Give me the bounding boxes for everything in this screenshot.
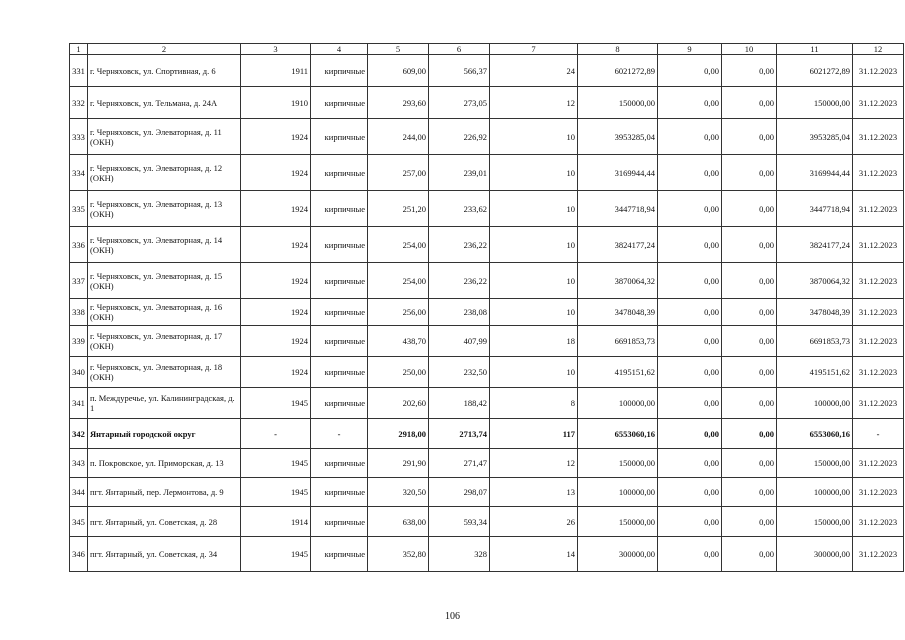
date-cell: 31.12.2023 bbox=[853, 227, 904, 263]
column-header-8: 8 bbox=[578, 44, 658, 55]
material-cell: кирпичные bbox=[311, 478, 368, 507]
row-number: 345 bbox=[70, 507, 88, 537]
cost-fund-cell: 0,00 bbox=[658, 155, 722, 191]
row-number: 340 bbox=[70, 357, 88, 388]
table-row bbox=[70, 191, 904, 227]
area-living-cell: 271,47 bbox=[429, 449, 490, 478]
cost-total-cell: 3953285,04 bbox=[578, 119, 658, 155]
date-cell: 31.12.2023 bbox=[853, 357, 904, 388]
area-total-cell: 254,00 bbox=[368, 263, 429, 299]
address-cell: г. Черняховск, ул. Элеваторная, д. 12 (ОКН) bbox=[88, 155, 241, 191]
area-total-cell: 293,60 bbox=[368, 87, 429, 119]
cost-fund-cell: 0,00 bbox=[658, 449, 722, 478]
cost-owners-cell: 3447718,94 bbox=[777, 191, 853, 227]
date-cell: 31.12.2023 bbox=[853, 299, 904, 326]
cost-total-cell: 100000,00 bbox=[578, 388, 658, 419]
row-number: 346 bbox=[70, 537, 88, 572]
date-cell: 31.12.2023 bbox=[853, 478, 904, 507]
date-cell: 31.12.2023 bbox=[853, 155, 904, 191]
year-cell: 1924 bbox=[241, 191, 311, 227]
year-cell: 1945 bbox=[241, 537, 311, 572]
cost-total-cell: 6021272,89 bbox=[578, 55, 658, 87]
address-cell: пгт. Янтарный, ул. Советская, д. 28 bbox=[88, 507, 241, 537]
cost-owners-cell: 3169944,44 bbox=[777, 155, 853, 191]
cost-owners-cell: 3478048,39 bbox=[777, 299, 853, 326]
cost-total-cell: 6553060,16 bbox=[578, 419, 658, 449]
year-cell: 1924 bbox=[241, 155, 311, 191]
table-row bbox=[70, 537, 904, 572]
table-row bbox=[70, 326, 904, 357]
area-total-cell: 291,90 bbox=[368, 449, 429, 478]
material-cell: - bbox=[311, 419, 368, 449]
material-cell: кирпичные bbox=[311, 449, 368, 478]
page-number: 106 bbox=[445, 611, 460, 622]
cost-budget-cell: 0,00 bbox=[722, 299, 777, 326]
area-living-cell: 298,07 bbox=[429, 478, 490, 507]
material-cell: кирпичные bbox=[311, 155, 368, 191]
row-number: 334 bbox=[70, 155, 88, 191]
cost-total-cell: 3824177,24 bbox=[578, 227, 658, 263]
cost-budget-cell: 0,00 bbox=[722, 419, 777, 449]
address-cell: г. Черняховск, ул. Элеваторная, д. 16 (ОКН) bbox=[88, 299, 241, 326]
cost-total-cell: 150000,00 bbox=[578, 87, 658, 119]
date-cell: 31.12.2023 bbox=[853, 87, 904, 119]
date-cell: 31.12.2023 bbox=[853, 191, 904, 227]
table-row bbox=[70, 388, 904, 419]
area-total-cell: 609,00 bbox=[368, 55, 429, 87]
cost-owners-cell: 6021272,89 bbox=[777, 55, 853, 87]
row-number: 338 bbox=[70, 299, 88, 326]
cost-owners-cell: 150000,00 bbox=[777, 449, 853, 478]
column-header-2: 2 bbox=[88, 44, 241, 55]
row-number: 342 bbox=[70, 419, 88, 449]
cost-budget-cell: 0,00 bbox=[722, 326, 777, 357]
cost-owners-cell: 3824177,24 bbox=[777, 227, 853, 263]
cost-budget-cell: 0,00 bbox=[722, 227, 777, 263]
address-cell: г. Черняховск, ул. Элеваторная, д. 15 (ОКН) bbox=[88, 263, 241, 299]
residents-cell: 10 bbox=[490, 299, 578, 326]
residents-cell: 18 bbox=[490, 326, 578, 357]
address-cell: Янтарный городской округ bbox=[88, 419, 241, 449]
cost-total-cell: 3478048,39 bbox=[578, 299, 658, 326]
table-row bbox=[70, 155, 904, 191]
address-cell: г. Черняховск, ул. Элеваторная, д. 18 (ОКН) bbox=[88, 357, 241, 388]
residents-cell: 10 bbox=[490, 263, 578, 299]
cost-budget-cell: 0,00 bbox=[722, 119, 777, 155]
register-table-container bbox=[69, 43, 898, 572]
date-cell: - bbox=[853, 419, 904, 449]
row-number: 336 bbox=[70, 227, 88, 263]
cost-total-cell: 150000,00 bbox=[578, 507, 658, 537]
column-header-10: 10 bbox=[722, 44, 777, 55]
table-row bbox=[70, 419, 904, 449]
cost-total-cell: 3447718,94 bbox=[578, 191, 658, 227]
cost-fund-cell: 0,00 bbox=[658, 299, 722, 326]
cost-fund-cell: 0,00 bbox=[658, 227, 722, 263]
cost-budget-cell: 0,00 bbox=[722, 478, 777, 507]
address-cell: г. Черняховск, ул. Элеваторная, д. 13 (ОКН) bbox=[88, 191, 241, 227]
area-living-cell: 407,99 bbox=[429, 326, 490, 357]
area-total-cell: 438,70 bbox=[368, 326, 429, 357]
date-cell: 31.12.2023 bbox=[853, 55, 904, 87]
area-total-cell: 202,60 bbox=[368, 388, 429, 419]
cost-total-cell: 4195151,62 bbox=[578, 357, 658, 388]
cost-owners-cell: 100000,00 bbox=[777, 478, 853, 507]
cost-budget-cell: 0,00 bbox=[722, 507, 777, 537]
cost-total-cell: 300000,00 bbox=[578, 537, 658, 572]
date-cell: 31.12.2023 bbox=[853, 119, 904, 155]
cost-budget-cell: 0,00 bbox=[722, 449, 777, 478]
area-total-cell: 638,00 bbox=[368, 507, 429, 537]
column-header-9: 9 bbox=[658, 44, 722, 55]
cost-owners-cell: 150000,00 bbox=[777, 87, 853, 119]
material-cell: кирпичные bbox=[311, 357, 368, 388]
material-cell: кирпичные bbox=[311, 55, 368, 87]
year-cell: 1924 bbox=[241, 326, 311, 357]
residents-cell: 10 bbox=[490, 119, 578, 155]
row-number: 341 bbox=[70, 388, 88, 419]
year-cell: 1924 bbox=[241, 227, 311, 263]
area-living-cell: 238,08 bbox=[429, 299, 490, 326]
date-cell: 31.12.2023 bbox=[853, 537, 904, 572]
cost-owners-cell: 6553060,16 bbox=[777, 419, 853, 449]
cost-owners-cell: 6691853,73 bbox=[777, 326, 853, 357]
table-row bbox=[70, 55, 904, 87]
material-cell: кирпичные bbox=[311, 507, 368, 537]
material-cell: кирпичные bbox=[311, 299, 368, 326]
cost-budget-cell: 0,00 bbox=[722, 87, 777, 119]
cost-fund-cell: 0,00 bbox=[658, 537, 722, 572]
residents-cell: 24 bbox=[490, 55, 578, 87]
table-row bbox=[70, 507, 904, 537]
area-living-cell: 239,01 bbox=[429, 155, 490, 191]
table-row bbox=[70, 227, 904, 263]
area-living-cell: 233,62 bbox=[429, 191, 490, 227]
year-cell: 1924 bbox=[241, 357, 311, 388]
row-number: 337 bbox=[70, 263, 88, 299]
material-cell: кирпичные bbox=[311, 119, 368, 155]
date-cell: 31.12.2023 bbox=[853, 326, 904, 357]
table-row bbox=[70, 449, 904, 478]
register-table bbox=[69, 43, 904, 572]
residents-cell: 8 bbox=[490, 388, 578, 419]
cost-fund-cell: 0,00 bbox=[658, 419, 722, 449]
residents-cell: 14 bbox=[490, 537, 578, 572]
cost-fund-cell: 0,00 bbox=[658, 119, 722, 155]
cost-total-cell: 6691853,73 bbox=[578, 326, 658, 357]
address-cell: п. Покровское, ул. Приморская, д. 13 bbox=[88, 449, 241, 478]
cost-budget-cell: 0,00 bbox=[722, 55, 777, 87]
address-cell: г. Черняховск, ул. Элеваторная, д. 17 (ОКН) bbox=[88, 326, 241, 357]
address-cell: пгт. Янтарный, ул. Советская, д. 34 bbox=[88, 537, 241, 572]
cost-budget-cell: 0,00 bbox=[722, 537, 777, 572]
cost-fund-cell: 0,00 bbox=[658, 478, 722, 507]
area-living-cell: 328 bbox=[429, 537, 490, 572]
area-living-cell: 236,22 bbox=[429, 227, 490, 263]
address-cell: г. Черняховск, ул. Элеваторная, д. 14 (ОКН) bbox=[88, 227, 241, 263]
area-living-cell: 236,22 bbox=[429, 263, 490, 299]
table-row bbox=[70, 119, 904, 155]
area-living-cell: 226,92 bbox=[429, 119, 490, 155]
row-number: 339 bbox=[70, 326, 88, 357]
area-living-cell: 188,42 bbox=[429, 388, 490, 419]
row-number: 335 bbox=[70, 191, 88, 227]
header-row bbox=[70, 44, 904, 55]
material-cell: кирпичные bbox=[311, 227, 368, 263]
cost-owners-cell: 300000,00 bbox=[777, 537, 853, 572]
address-cell: пгт. Янтарный, пер. Лермонтова, д. 9 bbox=[88, 478, 241, 507]
cost-total-cell: 100000,00 bbox=[578, 478, 658, 507]
row-number: 332 bbox=[70, 87, 88, 119]
area-living-cell: 232,50 bbox=[429, 357, 490, 388]
cost-owners-cell: 4195151,62 bbox=[777, 357, 853, 388]
cost-budget-cell: 0,00 bbox=[722, 388, 777, 419]
table-row bbox=[70, 299, 904, 326]
area-total-cell: 320,50 bbox=[368, 478, 429, 507]
cost-budget-cell: 0,00 bbox=[722, 357, 777, 388]
cost-budget-cell: 0,00 bbox=[722, 191, 777, 227]
material-cell: кирпичные bbox=[311, 537, 368, 572]
year-cell: 1911 bbox=[241, 55, 311, 87]
table-body bbox=[70, 55, 904, 572]
year-cell: 1924 bbox=[241, 299, 311, 326]
area-total-cell: 2918,00 bbox=[368, 419, 429, 449]
cost-total-cell: 3169944,44 bbox=[578, 155, 658, 191]
year-cell: 1945 bbox=[241, 478, 311, 507]
cost-fund-cell: 0,00 bbox=[658, 388, 722, 419]
year-cell: 1914 bbox=[241, 507, 311, 537]
cost-fund-cell: 0,00 bbox=[658, 357, 722, 388]
area-total-cell: 254,00 bbox=[368, 227, 429, 263]
material-cell: кирпичные bbox=[311, 263, 368, 299]
year-cell: 1945 bbox=[241, 388, 311, 419]
cost-fund-cell: 0,00 bbox=[658, 507, 722, 537]
column-header-6: 6 bbox=[429, 44, 490, 55]
residents-cell: 10 bbox=[490, 357, 578, 388]
material-cell: кирпичные bbox=[311, 388, 368, 419]
row-number: 343 bbox=[70, 449, 88, 478]
cost-fund-cell: 0,00 bbox=[658, 263, 722, 299]
year-cell: 1924 bbox=[241, 263, 311, 299]
cost-owners-cell: 3870064,32 bbox=[777, 263, 853, 299]
column-header-12: 12 bbox=[853, 44, 904, 55]
year-cell: 1945 bbox=[241, 449, 311, 478]
material-cell: кирпичные bbox=[311, 87, 368, 119]
table-row bbox=[70, 478, 904, 507]
year-cell: 1910 bbox=[241, 87, 311, 119]
row-number: 331 bbox=[70, 55, 88, 87]
residents-cell: 10 bbox=[490, 191, 578, 227]
residents-cell: 10 bbox=[490, 155, 578, 191]
area-living-cell: 593,34 bbox=[429, 507, 490, 537]
cost-total-cell: 150000,00 bbox=[578, 449, 658, 478]
residents-cell: 10 bbox=[490, 227, 578, 263]
cost-budget-cell: 0,00 bbox=[722, 263, 777, 299]
residents-cell: 12 bbox=[490, 87, 578, 119]
column-header-5: 5 bbox=[368, 44, 429, 55]
cost-owners-cell: 3953285,04 bbox=[777, 119, 853, 155]
area-living-cell: 2713,74 bbox=[429, 419, 490, 449]
column-header-1: 1 bbox=[70, 44, 88, 55]
material-cell: кирпичные bbox=[311, 326, 368, 357]
year-cell: 1924 bbox=[241, 119, 311, 155]
date-cell: 31.12.2023 bbox=[853, 449, 904, 478]
material-cell: кирпичные bbox=[311, 191, 368, 227]
cost-total-cell: 3870064,32 bbox=[578, 263, 658, 299]
residents-cell: 26 bbox=[490, 507, 578, 537]
cost-fund-cell: 0,00 bbox=[658, 55, 722, 87]
area-total-cell: 250,00 bbox=[368, 357, 429, 388]
address-cell: г. Черняховск, ул. Тельмана, д. 24А bbox=[88, 87, 241, 119]
cost-fund-cell: 0,00 bbox=[658, 87, 722, 119]
table-row bbox=[70, 263, 904, 299]
address-cell: г. Черняховск, ул. Спортивная, д. 6 bbox=[88, 55, 241, 87]
address-cell: г. Черняховск, ул. Элеваторная, д. 11 (ОКН) bbox=[88, 119, 241, 155]
area-total-cell: 257,00 bbox=[368, 155, 429, 191]
cost-owners-cell: 150000,00 bbox=[777, 507, 853, 537]
residents-cell: 12 bbox=[490, 449, 578, 478]
column-header-4: 4 bbox=[311, 44, 368, 55]
area-living-cell: 273,05 bbox=[429, 87, 490, 119]
column-header-7: 7 bbox=[490, 44, 578, 55]
table-row bbox=[70, 357, 904, 388]
area-total-cell: 256,00 bbox=[368, 299, 429, 326]
area-total-cell: 352,80 bbox=[368, 537, 429, 572]
row-number: 333 bbox=[70, 119, 88, 155]
date-cell: 31.12.2023 bbox=[853, 263, 904, 299]
residents-cell: 13 bbox=[490, 478, 578, 507]
column-header-11: 11 bbox=[777, 44, 853, 55]
date-cell: 31.12.2023 bbox=[853, 388, 904, 419]
year-cell: - bbox=[241, 419, 311, 449]
cost-fund-cell: 0,00 bbox=[658, 326, 722, 357]
residents-cell: 117 bbox=[490, 419, 578, 449]
address-cell: п. Междуречье, ул. Калининградская, д. 1 bbox=[88, 388, 241, 419]
area-living-cell: 566,37 bbox=[429, 55, 490, 87]
cost-budget-cell: 0,00 bbox=[722, 155, 777, 191]
area-total-cell: 251,20 bbox=[368, 191, 429, 227]
date-cell: 31.12.2023 bbox=[853, 507, 904, 537]
table-row bbox=[70, 87, 904, 119]
column-header-3: 3 bbox=[241, 44, 311, 55]
cost-owners-cell: 100000,00 bbox=[777, 388, 853, 419]
cost-fund-cell: 0,00 bbox=[658, 191, 722, 227]
row-number: 344 bbox=[70, 478, 88, 507]
area-total-cell: 244,00 bbox=[368, 119, 429, 155]
